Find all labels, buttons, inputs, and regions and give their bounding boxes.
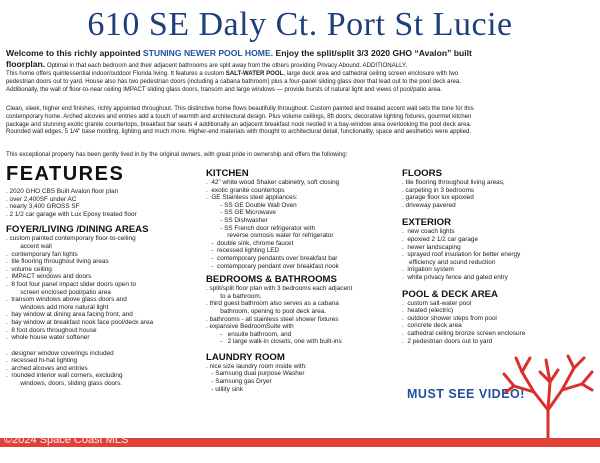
page-title: 610 SE Daly Ct. Port St Lucie	[87, 6, 513, 43]
laundry-item: - Samsung gas Dryer	[206, 378, 272, 386]
intro-line2: pedestrian doors out to yard. House also has two pedestrian doors (including a cabana bathroom) plus a four-panel sliding glass door that lead out to the pool deck area.	[6, 77, 461, 85]
exterior-item: . irrigation system	[402, 266, 454, 274]
column-features	[6, 163, 206, 388]
bedroom-item: - 2 large walk-in closets, one with built-ins	[206, 338, 342, 346]
bedroom-item: . bathrooms - all stainless steel shower fixtures	[206, 315, 339, 323]
intro-paragraph	[6, 70, 594, 93]
floors-item: . tile flooring throughout living areas,	[402, 179, 505, 186]
welcome-floorplan: floorplan.	[6, 58, 46, 69]
exterior-item: efficiency and sound reduction	[402, 258, 496, 266]
welcome-rest: Enjoy the split/split 3/3 2020 GHO “Avalon” built	[273, 48, 472, 58]
foyer-item: accent wall	[6, 242, 52, 250]
intro-post: , large deck area and cathedral ceiling screen enclosure with two	[283, 70, 459, 77]
feature-item: . over 2,400SF under AC	[6, 195, 77, 203]
bedrooms-heading: BEDROOMS & BATHROOMS	[206, 274, 337, 286]
pool-item: . heated (electric)	[402, 307, 454, 315]
extra-item: windows, doors, sliding glass doors.	[6, 380, 123, 388]
copyright-watermark: ©2024 Space Coast MLS	[4, 434, 129, 446]
description-line: contemporary home. Arched alcoves and entries add a touch of warmth and architectural design. Plus volume ceilings, 8ft doors, decorative lighting fixtures, gourmet kitchen	[6, 112, 472, 120]
kitchen-item: - recessed lighting LED	[206, 247, 280, 255]
pool-item: . outdoor shower steps from pool	[402, 314, 497, 322]
exterior-item: . newer landscaping	[402, 243, 461, 251]
intro-line3: Additionally, the wall of floor-to-near ceiling IMPACT sliding glass doors, transom and large windows — provide bursts of natural light and views of pool/patio area.	[6, 85, 442, 93]
foyer-item: . 8 foot doors throughout house	[6, 326, 97, 334]
floors-item: . garage floor lux epoxied	[402, 194, 474, 202]
foyer-item: . transom windows above glass doors and	[6, 296, 127, 304]
kitchen-item: . GE Stainless steel appliances:	[206, 194, 298, 202]
kitchen-item: - contemporary pendants over breakfast bar	[206, 254, 338, 262]
column-kitchen	[206, 168, 406, 393]
intro-bold: SALT-WATER POOL	[225, 70, 284, 77]
laundry-heading: LAUNDRY ROOM	[206, 351, 285, 363]
laundry-item: . nice size laundry room inside with:	[206, 362, 307, 370]
foyer-item: . 8 foot four panel impact slider doors open to	[6, 280, 137, 288]
welcome-floorplan-tail: Optimal in that each bedroom and their adjacent bathrooms are split away from the others providing Privacy Abound. ADDITIONALLY,	[45, 61, 408, 69]
foyer-item: windows add more natural light	[6, 303, 109, 311]
intro-pre: This home offers quintessential indoor/outdoor Florida living. It features a custom	[6, 70, 226, 77]
description-paragraph	[6, 105, 594, 136]
column-floors	[402, 168, 598, 345]
pool-item: . cathedral ceiling bronze screen enclosure	[402, 329, 526, 337]
foyer-item: screen enclosed pool/patio area	[6, 288, 111, 296]
foyer-item: . bay window at dining area facing front, and	[6, 311, 133, 319]
exterior-item: . white privacy fence and gated entry	[402, 273, 508, 281]
kitchen-item: . exotic granite countertops	[206, 186, 285, 194]
extra-item: . recessed hi-hat lighting	[6, 357, 78, 365]
kitchen-item: - contemporary pendant over breakfast nook	[206, 262, 339, 270]
laundry-item: - Samsung dual purpose Washer	[206, 370, 305, 378]
kitchen-item: - SS French door refrigerator with	[206, 224, 316, 232]
foyer-item: . volume ceiling	[6, 265, 52, 273]
foyer-item: . tile flooring throughout living areas	[6, 258, 109, 266]
floors-heading: FLOORS	[402, 168, 442, 179]
kitchen-item: - double sink, chrome faucet	[206, 239, 294, 247]
kitchen-heading: KITCHEN	[206, 168, 249, 179]
welcome-highlight: STUNING NEWER POOL HOME.	[142, 48, 274, 58]
feature-item: . nearly 3,400 GROSS SF	[6, 203, 80, 211]
bedroom-item: . split/split floor plan with 3 bedrooms each adjacent	[206, 285, 353, 293]
exterior-item: . sprayed roof insulation for better energy	[402, 251, 521, 259]
bedroom-item: bathroom, opening to pool deck area.	[206, 307, 327, 315]
kitchen-item: - SS GE Double Wall Oven	[206, 201, 297, 209]
foyer-item: . contemporary fan lights	[6, 250, 78, 258]
description-line: package and stunning exotic granite countertops, breakfast bar seats 4 additionally an adjacent breakfast nook nestled in a bay-window area overlooking the pool deck area.	[6, 120, 472, 128]
floors-item: . driveway pavered	[402, 201, 456, 209]
foyer-item: . IMPACT windows and doors	[6, 273, 92, 281]
foyer-item: . whole house water softener	[6, 334, 90, 342]
foyer-heading: FOYER/LIVING /DINING AREAS	[6, 224, 149, 236]
description-line: Clean, sleek, higher end finishes, richly appointed throughout. This distinctive home flows beautifully throughout. Custom painted and treated accent wall sets the tone for this	[6, 105, 474, 112]
pool-item: . concrete deck area	[402, 322, 462, 330]
pool-item: . 2 pedestrian doors out to yard	[402, 337, 493, 345]
welcome-paragraph	[6, 48, 594, 71]
kitchen-item: - SS GE Microwave	[206, 209, 276, 217]
floors-item: . carpeting in 3 bedrooms	[402, 186, 475, 194]
bedroom-item: to a bathroom.	[206, 292, 262, 300]
laundry-item: - utility sink	[206, 385, 243, 393]
features-heading: FEATURES	[6, 163, 125, 185]
feature-item: . 2 1/2 car garage with Lux Epoxy treated floor	[6, 210, 137, 218]
must-see-video-text: MUST SEE VIDEO!	[407, 387, 525, 401]
foyer-item: . bay window at breakfast nook face pool/deck area	[6, 318, 154, 326]
kitchen-item: . 42" white wood Shaker cabinetry, soft closing	[206, 179, 340, 186]
welcome-lead: Welcome to this richly appointed	[6, 48, 143, 58]
feature-item: . 2020 GHO CBS Built Avalon floor plan	[6, 188, 119, 195]
description-line: Rounded wall edges, 5 1/4" base molding, lighting and much more. Higher-end materials with thought to architectural detail, functionality, space and aesthetics were applied.	[6, 128, 472, 136]
pool-heading: POOL & DECK AREA	[402, 288, 498, 300]
coral-icon	[500, 352, 596, 442]
exterior-item: . new coach lights	[402, 228, 455, 236]
bedroom-item: . third guest bathroom also serves as a cabana	[206, 300, 339, 308]
exterior-item: . epoxied 2 1/2 car garage	[402, 235, 479, 243]
bedroom-item: . expansive BedroomSuite with	[206, 323, 294, 331]
offers-paragraph: This exceptional property has been gently lived in by the original owners, with great pride in ownership and offers the following:	[6, 151, 348, 158]
exterior-heading: EXTERIOR	[402, 217, 452, 229]
extra-item: . arched alcoves and entries	[6, 364, 88, 372]
extra-item: . rounded interior wall corners, excluding	[6, 372, 123, 380]
bedroom-item: - ensuite bathroom, and	[206, 330, 292, 338]
extra-item: . designer window coverings included	[6, 349, 114, 357]
pool-item: . custom salt-water pool	[402, 299, 472, 307]
foyer-item: . custom painted contemporary floor-to-ceiling	[6, 235, 136, 243]
kitchen-item: - SS Dishwasher	[206, 216, 268, 224]
kitchen-item: reverse osmosis water for refrigerator	[206, 232, 334, 240]
